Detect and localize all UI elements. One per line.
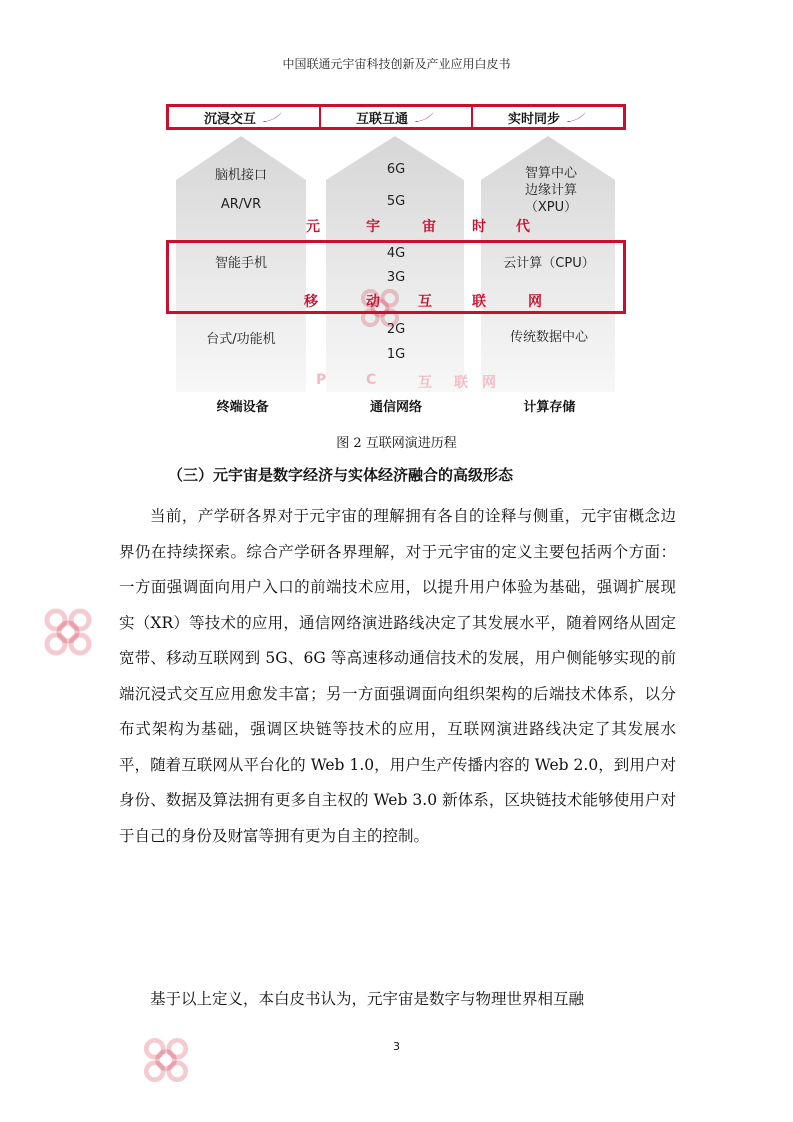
band1-right-2: 边缘计算 [524, 183, 577, 198]
band1-mid-1: 6G [386, 162, 406, 177]
band2-right: 云计算（CPU） [503, 256, 595, 271]
era-char: 联 [472, 294, 486, 310]
band1-right-1: 智算中心 [524, 166, 577, 181]
internet-evolution-figure [166, 104, 626, 422]
era-char: 动 [366, 294, 380, 310]
era-char: 元 [306, 219, 320, 235]
page-number: 3 [393, 1040, 400, 1053]
era-char: 网 [482, 375, 496, 391]
era-char: 宙 [422, 219, 436, 235]
unicom-knot-logo-watermark [136, 1030, 196, 1090]
band3-right: 传统数据中心 [509, 330, 588, 345]
band1-mid-2: 5G [386, 194, 406, 209]
section-title: （三）元宇宙是数字经济与实体经济融合的高级形态 [168, 466, 514, 484]
figure-column-headers [166, 104, 626, 130]
band1-right-3: （XPU） [524, 200, 578, 215]
era-char: 联 [454, 375, 468, 391]
era-char: 互 [418, 294, 432, 310]
column-header-label: 互联互通 [355, 111, 408, 127]
column-header-connect [321, 107, 473, 127]
band1-left-2: AR/VR [220, 197, 262, 212]
figure-column-footers [166, 396, 626, 415]
era-char: 时 [472, 219, 486, 235]
era-char: 移 [304, 294, 318, 310]
column-header-sync [473, 107, 623, 127]
era-char: 互 [418, 375, 432, 391]
body-paragraph-2: 基于以上定义，本白皮书认为，元宇宙是数字与物理世界相互融 [150, 990, 585, 1008]
band3-left: 台式/功能机 [206, 332, 276, 347]
era-char: 宇 [366, 219, 380, 235]
figure-caption: 图 2 互联网演进历程 [336, 436, 457, 451]
swoosh-icon [262, 111, 284, 123]
band2-mid-2: 3G [386, 270, 406, 285]
era-char: 网 [528, 294, 542, 310]
band2-mid-1: 4G [386, 246, 406, 261]
era-char: P [316, 372, 327, 388]
era-char: C [366, 372, 377, 388]
band3-mid-2: 1G [386, 347, 406, 362]
footer-terminal: 终端设备 [216, 400, 269, 415]
unicom-knot-logo-watermark [36, 600, 100, 664]
swoosh-icon [414, 111, 436, 123]
column-header-label: 沉浸交互 [203, 111, 256, 127]
band1-left-1: 脑机接口 [214, 168, 267, 183]
column-header-label: 实时同步 [507, 111, 560, 127]
era-char: 代 [516, 219, 530, 235]
column-header-immersive [169, 107, 321, 127]
band3-mid-1: 2G [386, 322, 406, 337]
footer-compute: 计算存储 [523, 400, 576, 415]
footer-network: 通信网络 [369, 400, 422, 415]
band2-left: 智能手机 [214, 256, 267, 271]
page-header: 中国联通元宇宙科技创新及产业应用白皮书 [282, 57, 511, 71]
swoosh-icon [566, 111, 588, 123]
body-paragraph-1: 当前，产学研各界对于元宇宙的理解拥有各自的诠释与侧重，元宇宙概念边界仍在持续探索。综合产学研各界理解，对于元宇宙的定义主要包括两个方面：一方面强调面向用户入口的前端技术应用，以提升用户体验为基础，强调扩展现实（XR）等技术的应用，通信网络演进路线决定了其发展水平，随着网络从固定宽带、移动互联网到 5G、6G 等高速移动通信技术的发展，用户侧能够实现的前端沉浸式交互应用愈发丰富；另一方面强调面向组织架构的后端技术体系，以分布式架构为基础，强调区块链等技术的应用，互联网演进路线决定了其发展水平，随着互联网从平台化的 Web 1.0，用户生产传播内容的 Web 2.0，到用户对身份、数据及算法拥有更多自主权的 Web 3.0 新体系，区块链技术能够使用户对于自己的身份及财富等拥有更为自主的控制。 [119, 507, 676, 845]
